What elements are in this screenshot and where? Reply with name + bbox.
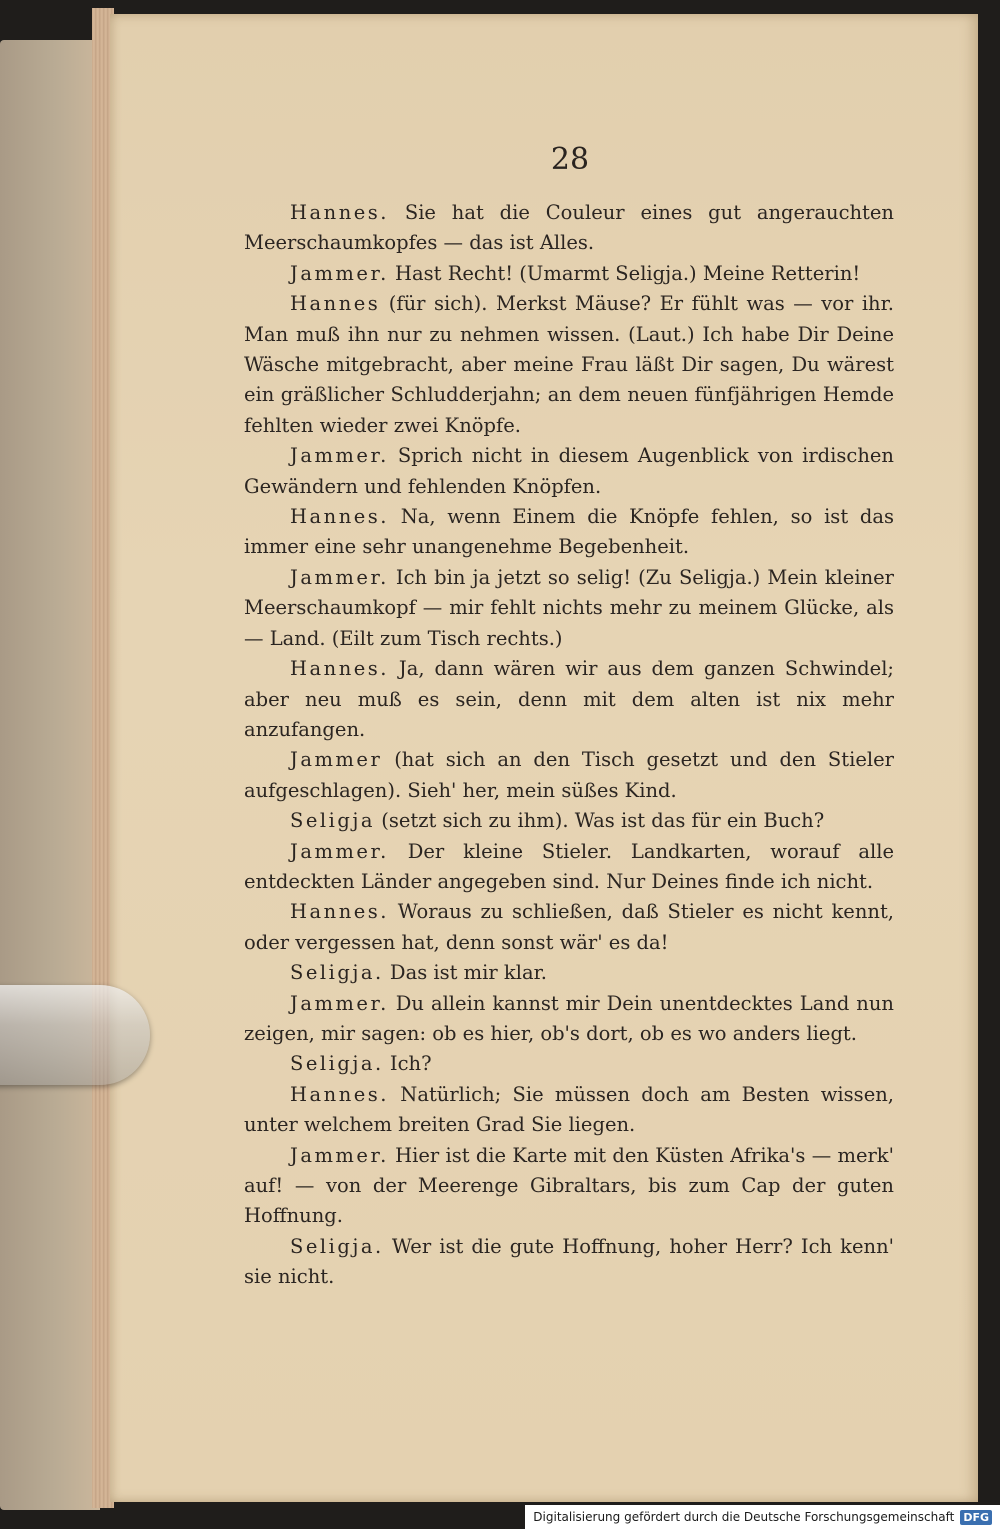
page-number: 28 — [550, 142, 590, 177]
paragraph — [244, 563, 894, 654]
dialogue-text: (setzt sich zu ihm). Was ist das für ein Buch? — [375, 809, 825, 833]
paragraph — [244, 1049, 894, 1079]
paragraph — [244, 289, 894, 441]
speaker-name: Seligja. — [290, 1234, 384, 1258]
paragraph — [244, 1080, 894, 1141]
page-text — [244, 198, 894, 1293]
paragraph — [244, 654, 894, 745]
paragraph — [244, 502, 894, 563]
speaker-name: Seligja. — [290, 1052, 384, 1076]
paragraph — [244, 745, 894, 806]
speaker-name: Jammer — [290, 748, 383, 772]
paragraph — [244, 806, 894, 836]
speaker-name: Hannes. — [290, 505, 389, 529]
speaker-name: Jammer. — [290, 565, 389, 589]
dialogue-text: Du allein kannst mir Dein unentdecktes Land nun zeigen, mir sagen: ob es hier, ob's dort, ob es wo anders liegt. — [244, 991, 894, 1045]
dialogue-text: Hast Recht! (Umarmt Seligja.) Meine Retterin! — [388, 261, 861, 285]
dialogue-text: Sie hat die Couleur eines gut angerauchten Meerschaumkopfes — das ist Alles. — [244, 201, 894, 255]
dialogue-text: Woraus zu schließen, daß Stieler es nicht kennt, oder vergessen hat, denn sonst wär' es da! — [244, 900, 894, 954]
paragraph — [244, 1141, 894, 1232]
dialogue-text: Sprich nicht in diesem Augenblick von irdischen Gewändern und fehlenden Knöpfen. — [244, 444, 894, 498]
dfg-logo-icon: DFG — [960, 1510, 992, 1525]
dialogue-text: Der kleine Stieler. Landkarten, worauf alle entdeckten Länder angegeben sind. Nur Deines finde ich nicht. — [244, 839, 894, 893]
speaker-name: Jammer. — [290, 1143, 389, 1167]
speaker-name: Jammer. — [290, 839, 389, 863]
paragraph — [244, 989, 894, 1050]
speaker-name: Seligja. — [290, 961, 384, 985]
digitization-footer — [525, 1505, 1000, 1529]
funding-notice: Digitalisierung gefördert durch die Deutsche Forschungsgemeinschaft — [533, 1510, 955, 1524]
paragraph — [244, 837, 894, 898]
speaker-name: Hannes. — [290, 1082, 389, 1106]
paragraph — [244, 1232, 894, 1293]
speaker-name: Hannes. — [290, 900, 389, 924]
dialogue-text: Natürlich; Sie müssen doch am Besten wissen, unter welchem breiten Grad Sie liegen. — [244, 1082, 894, 1137]
dialogue-text: Ich? — [383, 1052, 432, 1076]
paragraph — [244, 198, 894, 259]
speaker-name: Jammer. — [290, 991, 389, 1015]
dialogue-text: (hat sich an den Tisch gesetzt und den Stieler aufgeschlagen). Sieh' her, mein süßes Kind. — [244, 748, 894, 802]
speaker-name: Seligja — [290, 809, 376, 833]
speaker-name: Hannes — [290, 292, 381, 316]
scanner-clip — [0, 985, 150, 1085]
dialogue-text: Na, wenn Einem die Knöpfe fehlen, so ist das immer eine sehr unangenehme Begebenheit. — [244, 505, 894, 559]
book-cover-edge — [0, 40, 100, 1510]
dialogue-text: Ich bin ja jetzt so selig! (Zu Seligja.) Mein kleiner Meerschaumkopf — mir fehlt nichts mehr zu meinem Glücke, als — Land. (Eilt zum Tisch rechts.) — [244, 565, 894, 650]
paragraph — [244, 259, 894, 289]
speaker-name: Jammer. — [290, 261, 389, 285]
dialogue-text: Ja, dann wären wir aus dem ganzen Schwindel; aber neu muß es sein, denn mit dem alten ist nix mehr anzufangen. — [244, 657, 894, 741]
speaker-name: Jammer. — [290, 444, 389, 468]
paragraph — [244, 897, 894, 958]
dialogue-text: (für sich). Merkst Mäuse? Er fühlt was — vor ihr. Man muß ihn nur zu nehmen wissen. (Laut.) Ich habe Dir Deine Wäsche mitgebracht, aber meine Frau läßt Dir sagen, Du wärest ein gräßlicher Schludderjahn; an dem neuen fünfjährigen Hemde fehlten wieder zwei Knöpfe. — [244, 292, 894, 437]
dialogue-text: Das ist mir klar. — [383, 961, 547, 985]
dialogue-text: Wer ist die gute Hoffnung, hoher Herr? Ich kenn' sie nicht. — [244, 1234, 894, 1289]
paragraph — [244, 958, 894, 988]
speaker-name: Hannes. — [290, 201, 389, 224]
dialogue-text: Hier ist die Karte mit den Küsten Afrika's — merk' auf! — von der Meerenge Gibraltars, bis zum Cap der guten Hoffnung. — [244, 1143, 894, 1228]
paragraph — [244, 441, 894, 502]
speaker-name: Hannes. — [290, 657, 389, 681]
